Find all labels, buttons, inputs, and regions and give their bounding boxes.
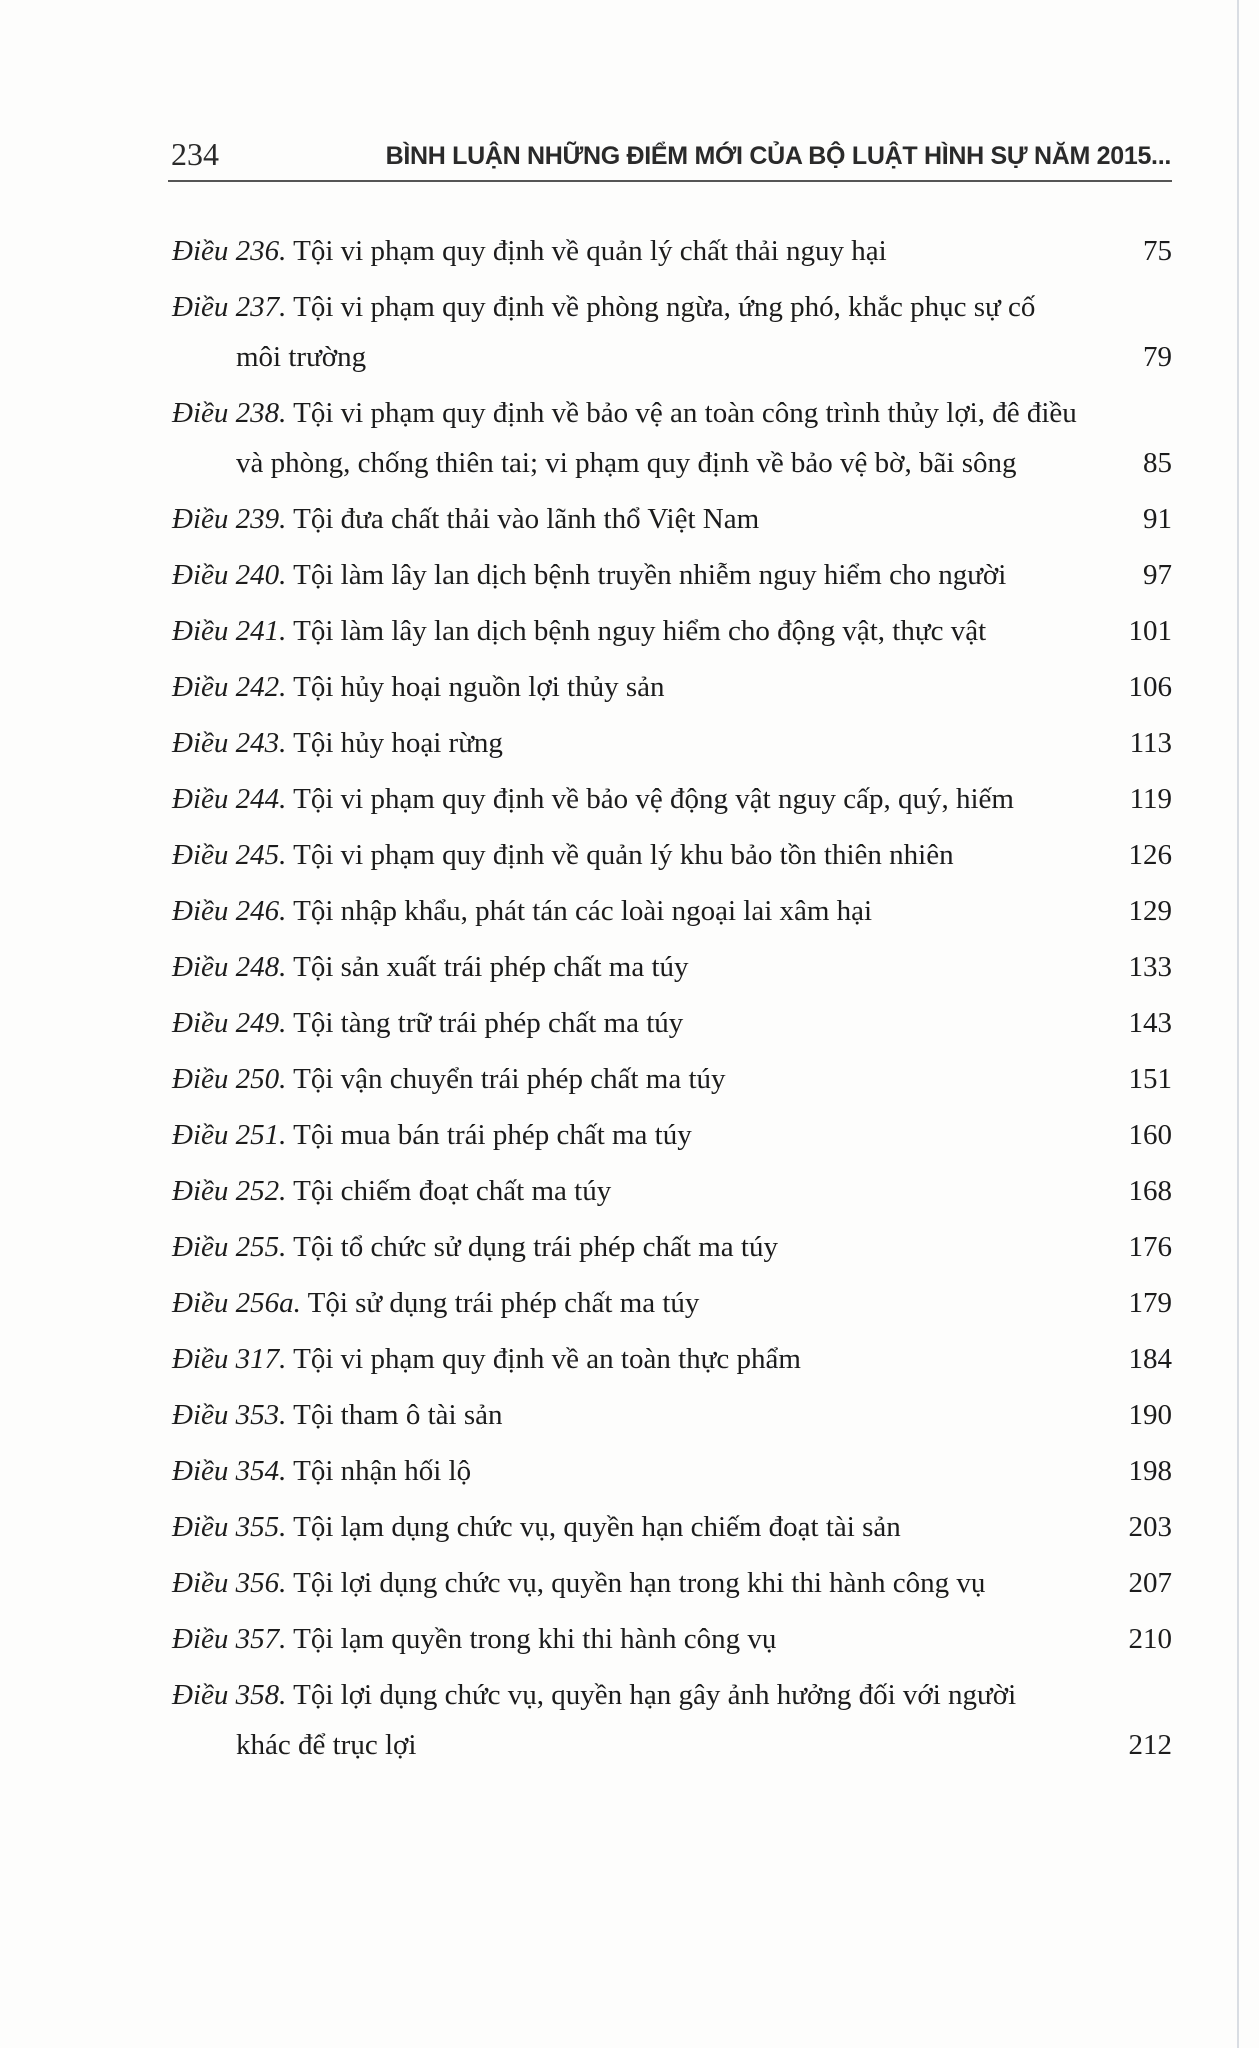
article-title: Tội hủy hoại rừng — [293, 727, 503, 759]
article-title: Tội mua bán trái phép chất ma túy — [293, 1119, 692, 1151]
article-label: Điều 249. — [172, 1007, 287, 1039]
article-title: Tội vi phạm quy định về bảo vệ an toàn công trình thủy lợi, đê điều và phòng, chống thiên tai; vi phạm quy định về bảo vệ bờ, bãi sông — [236, 397, 1077, 479]
toc-page-number: 184 — [1128, 1343, 1172, 1375]
toc-page-number: 210 — [1128, 1623, 1172, 1655]
toc-entry — [172, 1222, 1172, 1272]
toc-page-number: 203 — [1128, 1511, 1172, 1543]
toc-entry-text — [172, 1614, 1098, 1664]
article-title: Tội tham ô tài sản — [293, 1399, 503, 1431]
toc-entry-text — [172, 662, 1098, 712]
article-label: Điều 243. — [172, 727, 287, 759]
toc-entry — [172, 388, 1172, 488]
toc-page-number: 133 — [1128, 951, 1172, 983]
article-title: Tội sản xuất trái phép chất ma túy — [293, 951, 689, 983]
article-label: Điều 238. — [172, 397, 287, 429]
toc-entry-text — [172, 1278, 1098, 1328]
toc-page-number: 212 — [1128, 1729, 1172, 1761]
article-label: Điều 246. — [172, 895, 287, 927]
toc-page-number: 176 — [1128, 1231, 1172, 1263]
article-title: Tội nhận hối lộ — [293, 1455, 472, 1487]
article-label: Điều 251. — [172, 1119, 287, 1151]
article-title: Tội lợi dụng chức vụ, quyền hạn gây ảnh hưởng đối với người khác để trục lợi — [236, 1679, 1017, 1761]
article-label: Điều 250. — [172, 1063, 287, 1095]
toc-entry — [172, 774, 1172, 824]
toc-entry-text — [172, 886, 1098, 936]
toc-entry-text — [172, 606, 1098, 656]
article-label: Điều 355. — [172, 1511, 287, 1543]
toc-page-number: 168 — [1128, 1175, 1172, 1207]
toc-page-number: 129 — [1128, 895, 1172, 927]
toc-entry — [172, 662, 1172, 712]
toc-entry — [172, 1446, 1172, 1496]
article-label: Điều 244. — [172, 783, 287, 815]
toc-page-number: 190 — [1128, 1399, 1172, 1431]
toc-entry — [172, 1110, 1172, 1160]
toc-page-number: 126 — [1128, 839, 1172, 871]
article-title: Tội lạm quyền trong khi thi hành công vụ — [293, 1623, 777, 1655]
toc-page-number: 119 — [1129, 783, 1172, 815]
article-title: Tội vi phạm quy định về quản lý khu bảo tồn thiên nhiên — [293, 839, 954, 871]
toc-entry — [172, 1166, 1172, 1216]
toc-entry — [172, 830, 1172, 880]
toc-entry — [172, 1334, 1172, 1384]
toc-entry — [172, 886, 1172, 936]
toc-page-number: 160 — [1128, 1119, 1172, 1151]
toc-entry-text — [172, 1502, 1098, 1552]
article-label: Điều 317. — [172, 1343, 287, 1375]
toc-page-number: 75 — [1143, 235, 1172, 267]
toc-entry — [172, 718, 1172, 768]
article-label: Điều 241. — [172, 615, 287, 647]
toc-entry-text — [172, 830, 1098, 880]
page-number: 234 — [171, 136, 219, 172]
toc-entry — [172, 1614, 1172, 1664]
article-label: Điều 248. — [172, 951, 287, 983]
toc-page-number: 198 — [1128, 1455, 1172, 1487]
toc-entry-text — [172, 998, 1098, 1048]
toc-entry-text — [172, 1054, 1098, 1104]
toc-entry — [172, 1558, 1172, 1608]
toc-page-number: 113 — [1129, 727, 1172, 759]
toc-page-number: 85 — [1143, 447, 1172, 479]
toc-entry — [172, 494, 1172, 544]
toc-entry-text — [172, 550, 1098, 600]
article-title: Tội vi phạm quy định về quản lý chất thải nguy hại — [293, 235, 887, 267]
article-label: Điều 358. — [172, 1679, 287, 1711]
article-title: Tội lợi dụng chức vụ, quyền hạn trong khi thi hành công vụ — [293, 1567, 986, 1599]
article-title: Tội chiếm đoạt chất ma túy — [293, 1175, 612, 1207]
toc-page-number: 143 — [1128, 1007, 1172, 1039]
toc-entry — [172, 1502, 1172, 1552]
toc-entry — [172, 1054, 1172, 1104]
toc-entry-text — [172, 494, 1098, 544]
article-title: Tội vi phạm quy định về an toàn thực phẩm — [293, 1343, 801, 1375]
article-title: Tội tổ chức sử dụng trái phép chất ma túy — [293, 1231, 778, 1263]
article-label: Điều 242. — [172, 671, 287, 703]
article-title: Tội vi phạm quy định về bảo vệ động vật nguy cấp, quý, hiếm — [293, 783, 1014, 815]
article-title: Tội hủy hoại nguồn lợi thủy sản — [293, 671, 665, 703]
toc-page-number: 106 — [1128, 671, 1172, 703]
toc-entry-text — [172, 226, 1098, 276]
toc-entry-text — [172, 774, 1098, 824]
article-label: Điều 357. — [172, 1623, 287, 1655]
toc-entry-text — [172, 1446, 1098, 1496]
article-label: Điều 255. — [172, 1231, 287, 1263]
toc-entry-text — [172, 1670, 1098, 1770]
article-title: Tội tàng trữ trái phép chất ma túy — [293, 1007, 684, 1039]
toc-entry — [172, 1278, 1172, 1328]
article-label: Điều 353. — [172, 1399, 287, 1431]
article-title: Tội nhập khẩu, phát tán các loài ngoại lai xâm hại — [293, 895, 873, 927]
article-title: Tội làm lây lan dịch bệnh truyền nhiễm nguy hiểm cho người — [293, 559, 1007, 591]
toc-entry-text — [172, 942, 1098, 992]
article-title: Tội vi phạm quy định về phòng ngừa, ứng phó, khắc phục sự cố môi trường — [236, 291, 1036, 373]
article-label: Điều 239. — [172, 503, 287, 535]
article-label: Điều 245. — [172, 839, 287, 871]
toc-page-number: 79 — [1143, 341, 1172, 373]
toc-page-number: 179 — [1128, 1287, 1172, 1319]
article-label: Điều 256a. — [172, 1287, 301, 1319]
toc-page-number: 101 — [1128, 615, 1172, 647]
toc-page-number: 91 — [1143, 503, 1172, 535]
header-rule — [168, 180, 1172, 182]
article-label: Điều 252. — [172, 1175, 287, 1207]
toc-entry-text — [172, 1110, 1098, 1160]
article-label: Điều 236. — [172, 235, 287, 267]
toc-entry — [172, 1390, 1172, 1440]
toc-entry-text — [172, 1222, 1098, 1272]
toc-entry-text — [172, 1166, 1098, 1216]
article-label: Điều 240. — [172, 559, 287, 591]
page-header — [171, 130, 1171, 180]
toc-entry — [172, 942, 1172, 992]
running-title: BÌNH LUẬN NHỮNG ĐIỂM MỚI CỦA BỘ LUẬT HÌNH SỰ NĂM 2015... — [385, 142, 1171, 170]
toc-page-number: 151 — [1128, 1063, 1172, 1095]
toc-entry — [172, 1670, 1172, 1770]
toc-entry — [172, 226, 1172, 276]
toc-entry-text — [172, 282, 1098, 382]
toc-page-number: 97 — [1143, 559, 1172, 591]
article-label: Điều 237. — [172, 291, 287, 323]
article-title: Tội làm lây lan dịch bệnh nguy hiểm cho động vật, thực vật — [293, 615, 987, 647]
page-edge-line — [1237, 0, 1239, 2048]
toc-entry-text — [172, 1390, 1098, 1440]
article-title: Tội sử dụng trái phép chất ma túy — [307, 1287, 700, 1319]
toc-entry — [172, 998, 1172, 1048]
toc-entry-text — [172, 388, 1098, 488]
toc-page-number: 207 — [1128, 1567, 1172, 1599]
toc-entry — [172, 550, 1172, 600]
article-title: Tội vận chuyển trái phép chất ma túy — [293, 1063, 726, 1095]
article-label: Điều 356. — [172, 1567, 287, 1599]
article-title: Tội lạm dụng chức vụ, quyền hạn chiếm đoạt tài sản — [293, 1511, 901, 1543]
article-label: Điều 354. — [172, 1455, 287, 1487]
toc-entry-text — [172, 718, 1098, 768]
toc-entry — [172, 606, 1172, 656]
toc-entry-text — [172, 1334, 1098, 1384]
table-of-contents — [172, 226, 1172, 1776]
toc-entry-text — [172, 1558, 1098, 1608]
toc-entry — [172, 282, 1172, 382]
article-title: Tội đưa chất thải vào lãnh thổ Việt Nam — [293, 503, 760, 535]
